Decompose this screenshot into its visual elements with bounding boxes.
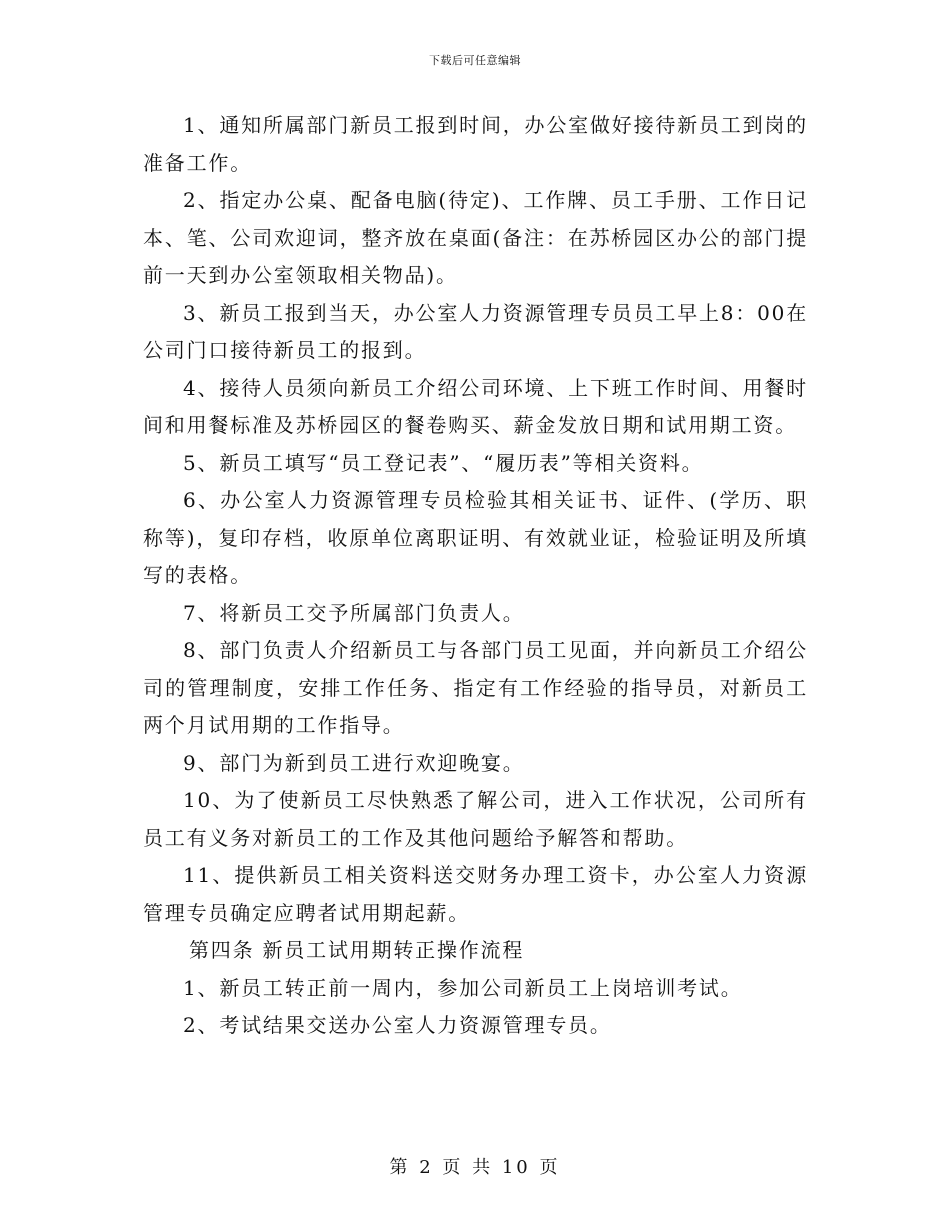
paragraph-handover: 7、将新员工交予所属部门负责人。: [183, 600, 525, 625]
section-heading-article-four: 第四条 新员工试用期转正操作流程: [189, 938, 525, 962]
paragraph-report-day: 3、新员工报到当天，办公室人力资源管理专员员工早上8：00在公司门口接待新员工的报到。: [143, 300, 808, 362]
paragraph-familiarization: 10、为了使新员工尽快熟悉了解公司，进入工作状况，公司所有员工有义务对新员工的工作及其他问题给予解答和帮助。: [143, 788, 808, 850]
paragraph-verify-certificates: 6、办公室人力资源管理专员检验其相关证书、证件、(学历、职称等)，复印存档，收原单位离职证明、有效就业证，检验证明及所填写的表格。: [143, 488, 808, 587]
paragraph-salary-card: 11、提供新员工相关资料送交财务办理工资卡，办公室人力资源管理专员确定应聘者试用期起薪。: [143, 863, 808, 925]
paragraph-training-exam: 1、新员工转正前一周内，参加公司新员工上岗培训考试。: [183, 975, 743, 1000]
paragraph-assign-desk: 2、指定办公桌、配备电脑(待定)、工作牌、员工手册、工作日记本、笔、公司欢迎词，整齐放在桌面(备注：在苏桥园区办公的部门提前一天到办公室领取相关物品)。: [143, 188, 808, 287]
document-body: [143, 107, 808, 1045]
paragraph-fill-forms: 5、新员工填写“员工登记表”、“履历表”等相关资料。: [183, 450, 704, 475]
paragraph-welcome-dinner: 9、部门为新到员工进行欢迎晚宴。: [183, 750, 525, 775]
paragraph-introduce-environment: 4、接待人员须向新员工介绍公司环境、上下班工作时间、用餐时间和用餐标准及苏桥园区的餐卷购买、薪金发放日期和试用期工资。: [143, 375, 808, 437]
paragraph-department-intro: 8、部门负责人介绍新员工与各部门员工见面，并向新员工介绍公司的管理制度，安排工作任务、指定有工作经验的指导员，对新员工两个月试用期的工作指导。: [143, 638, 808, 737]
paragraph-notify-department: 1、通知所属部门新员工报到时间，办公室做好接待新员工到岗的准备工作。: [143, 113, 808, 175]
page-header: 下载后可任意编辑: [429, 54, 521, 67]
paragraph-exam-results: 2、考试结果交送办公室人力资源管理专员。: [183, 1013, 612, 1037]
page-number-footer: 第 2 页 共 10 页: [389, 1157, 561, 1178]
